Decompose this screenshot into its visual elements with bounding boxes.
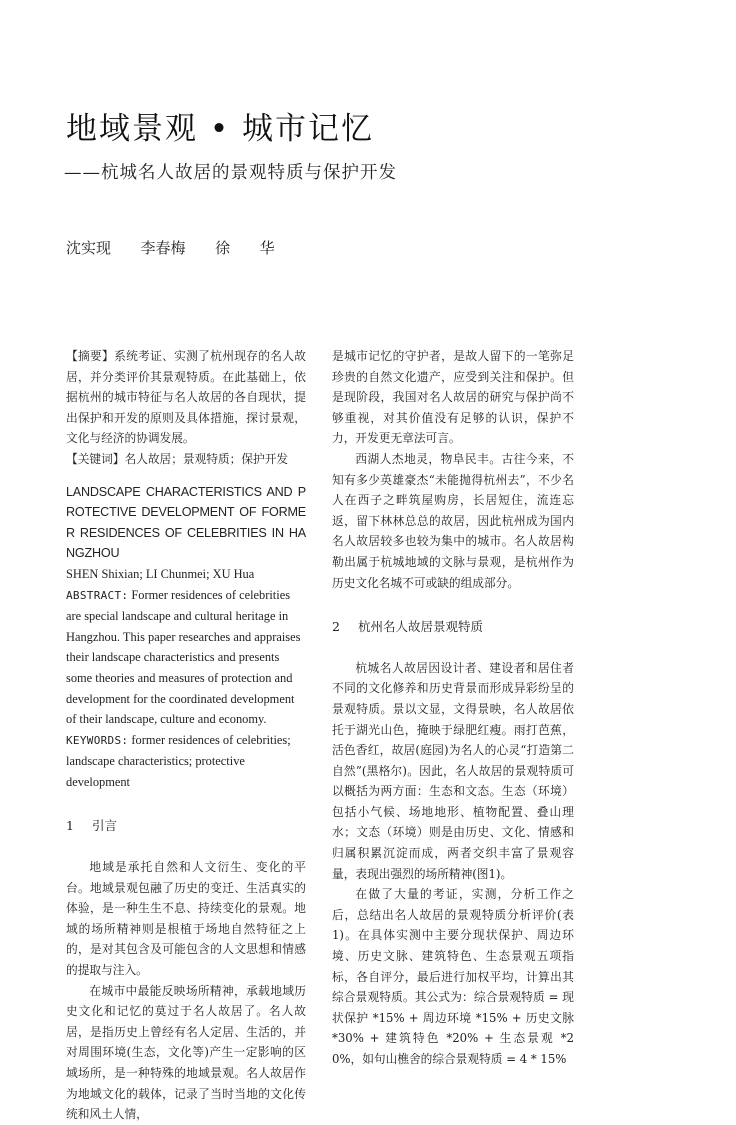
paragraph-3: 是城市记忆的守护者，是故人留下的一笔弥足珍贵的自然文化遗产，应受到关注和保护。但是现阶段，我国对名人故居的研究与保护尚不够重视，对其价值没有足够的认识，保护不力，开发更无章法可言。 [332, 349, 574, 446]
cn-abstract: 【摘要】系统考证、实测了杭州现存的名人故居，并分类评价其景观特质。在此基础上，依据杭州的城市特征与名人故居的各自现状，提出保护和开发的原则及具体措施，探讨景观，文化与经济的协调发展。 [66, 349, 306, 446]
paper-subtitle: ——杭城名人故居的景观特质与保护开发 [64, 163, 397, 183]
section-1-title: 引言 [92, 818, 118, 834]
en-abstract-label: ABSTRACT: [66, 588, 129, 602]
en-abstract-text: Former residences of celebrities are special landscape and cultural heritage in Hangzhou. This paper researches and appraises their landscape characteristics and presents some theories and measures of protection and development for the coordinated development of their landscape, culture and economy. [66, 587, 301, 727]
left-column [66, 346, 306, 1125]
paragraph-4: 西湖人杰地灵，物阜民丰。古往今来，不知有多少英雄豪杰“未能抛得杭州去”，不少名人在西子之畔筑屋购房，长居短住，流连忘返，留下林林总总的故居，因此杭州成为国内名人故居较多也较为集中的城市。名人故居构勒出属于杭城地域的文脉与景观，是杭州作为历史文化名城不可或缺的组成部分。 [332, 451, 574, 590]
en-title: LANDSCAPE CHARACTERISTICS AND PROTECTIVE DEVELOPMENT OF FORMER RESIDENCES OF CELEBRITIES IN HANGZHOU [66, 484, 306, 561]
section-2-heading [332, 617, 574, 638]
paragraph-6: 在做了大量的考证，实测，分析工作之后，总结出名人故居的景观特质分析评价(表1)。在具体实测中主要分现状保护、周边环境、历史文脉、建筑特色、生态景观五项指标，各自评分，最后进行加权平均，计算出其综合景观特质。其公式为：综合景观特质 = 现状保护 *15% + 周边环境 *15% + 历史文脉 *30% + 建筑特色 *20% + 生态景观 *20%，如句山樵舍的综合景观特质 = 4 * 15% [332, 887, 574, 1066]
section-1-number: 1 [66, 818, 74, 834]
right-column [332, 346, 574, 1070]
paper-title: 地域景观 • 城市记忆 [66, 111, 374, 147]
en-abstract [66, 585, 306, 730]
en-keywords-label: KEYWORDS: [66, 733, 129, 747]
section-2-number: 2 [332, 619, 340, 635]
section-1-heading [66, 816, 306, 837]
en-keywords-text: former residences of celebrities; landscape characteristics; protective development [66, 732, 291, 789]
cn-keywords: 【关键词】名人故居；景观特质；保护开发 [66, 451, 289, 466]
en-keywords [66, 730, 306, 793]
paragraph-2: 在城市中最能反映场所精神，承载地域历史文化和记忆的莫过于名人故居了。名人故居，是指历史上曾经有名人定居、生活的，并对周围环境(生态，文化等)产生一定影响的区域场所，是一种特殊的地域景观。名人故居作为地域文化的载体，记录了当时当地的文化传统和风土人情， [66, 983, 306, 1122]
paragraph-5: 杭城名人故居因设计者、建设者和居住者不同的文化修养和历史背景而形成异彩纷呈的景观特质。景以文显，文得景映，名人故居依托于湖光山色，掩映于绿肥红瘦。雨打芭蕉，活色香红，故居(庭园)为名人的心灵“打造第二自然”(黑格尔)。因此，名人故居的景观特质可以概括为两方面：生态和文态。生态（环境）包括小气候、场地地形、植物配置、叠山理水；文态（环境）则是由历史、文化、情感和归属积累沉淀而成，两者交织丰富了景观容量，表现出强烈的场所精神(图1)。 [332, 660, 574, 881]
section-2-title: 杭州名人故居景观特质 [358, 619, 484, 635]
paper-authors: 沈实现 李春梅 徐 华 [66, 239, 275, 257]
en-authors: SHEN Shixian; LI Chunmei; XU Hua [66, 566, 255, 581]
paragraph-1: 地域是承托自然和人文衍生、变化的平台。地域景观包融了历史的变迁、生活真实的体验，是一种生生不息、持续变化的景观。地域的场所精神则是根植于场地自然特征之上的，是对其包含及可能包含的人文思想和情感的提取与注入。 [66, 860, 306, 978]
